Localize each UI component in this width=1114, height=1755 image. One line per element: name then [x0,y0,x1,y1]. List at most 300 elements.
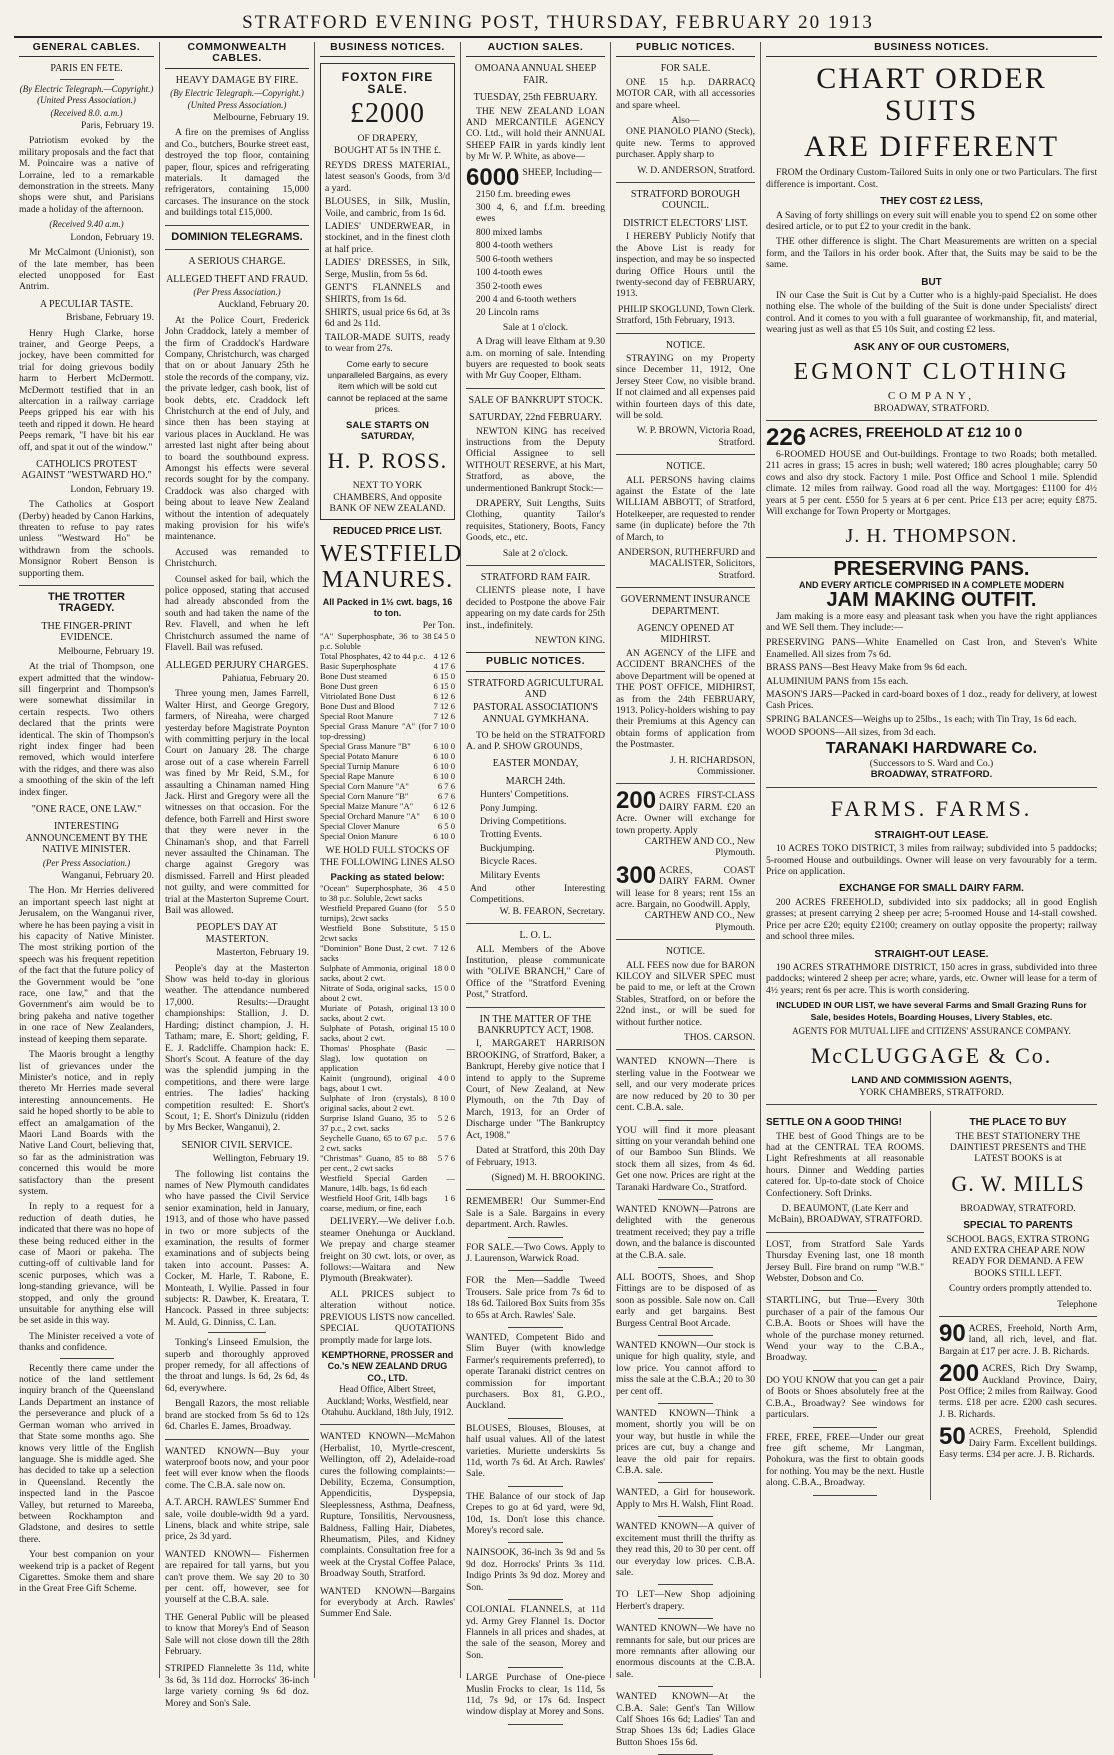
table-row [320,1193,455,1213]
subheadline: THE FINGER-PRINT EVIDENCE. [41,620,132,644]
divider [466,923,605,924]
dateline: Pahiatua, February 20. [222,672,309,684]
ad-line: Also— [671,115,700,127]
list-item: REYDS DRESS MATERIAL, latest season's Goods, from 3/d a yard. [325,160,450,194]
ad-text: THE General Public will be pleased to know that Morey's End of Season Sale will not close down till the 28th February. [165,1611,309,1657]
ad-text: TO be held on the STRATFORD A. and P. SHOW GROUNDS, [466,729,605,752]
table-row [320,1153,455,1173]
divider [19,585,154,586]
product-name: Thomas' Phosphate (Basic Slag), low quotation on application [320,1043,428,1074]
ad-address: BROADWAY, STRATFORD. [873,402,990,414]
table-row [320,1113,455,1133]
ad-firm: G. W. MILLS [951,1170,1085,1196]
divider [658,1267,714,1268]
product-name: Special Clover Manure [320,821,400,832]
source-line: (By Electric Telegraph.—Copyright.) (United Press Association.) [170,88,304,110]
divider [508,1327,564,1328]
ad-line: SALE STARTS ON SATURDAY, [346,419,429,442]
sheep-number: 6000 [466,163,520,191]
product-name: Special Turnip Manure [320,761,400,772]
product-name: Special Grass Manure "A" (for top-dressing) [320,721,432,742]
list-item: TAILOR-MADE SUITS, ready to wear from 27s. [325,331,450,355]
headline: "ONE RACE, ONE LAW." [31,803,142,815]
column-header: BUSINESS NOTICES. [320,42,455,57]
ad-text: TO LET—New Shop adjoining Herbert's drapery. [616,1589,755,1612]
product-price: 5 7 6 [437,1153,455,1164]
ad-address: Head Office, Albert Street, Auckland; Works, Westfield, near Otahuhu. Auckland, 18th July, 1912. [321,1384,454,1417]
ad-title: L. O. L. [519,930,552,942]
list-item: SPRING BALANCES—Weighs up to 25lbs., 1s each; with Tin Tray, 1s 6d each. [766,713,1077,725]
ad-line: Stratford, 15th February, 1913. [616,315,735,327]
ad-line: OF DRAPERY, [357,133,418,145]
ad-brand: WESTFIELD MANURES. [320,541,463,593]
table-row [320,631,455,651]
table-row [320,711,455,721]
source-line: (Per Press Association.) [42,857,131,868]
classified-ad [320,1431,455,1579]
subheadline: ALLEGED THEFT AND FRAUD. [166,273,308,285]
list-item: 500 6-tooth wethers [476,253,553,265]
table-row [320,721,455,741]
ad-text: Jam making is a more easy and pleasant task when you have the right appliances and WE Sell them. They include:— [766,610,1097,633]
table-row [320,701,455,711]
divider [616,1049,755,1050]
divider [165,1439,309,1440]
table-row [320,661,455,671]
column-header: GENERAL CABLES. [19,42,154,57]
product-price: 6 10 0 [433,751,455,762]
product-name: Seychelle Guano, 65 to 67 p.c. 2 cwt. sacks [320,1133,428,1154]
ad-signature: W. B. FEARON, Secretary. [499,905,605,917]
product-price: 6 5 0 [437,821,455,832]
column-header: BUSINESS NOTICES. [766,42,1097,57]
acre-number: 226 [766,423,807,451]
product-price: 7 10 0 [433,721,455,732]
section-header: PUBLIC NOTICES. [466,652,605,671]
ad-text: STRIPED Flannelette 3s 11d, white 3s 6d, 3s 11d doz. Horrocks' 36-inch large variety corning 9s 6d doz. Morey and Son's Sale. [165,1663,309,1709]
ad-text: ACRES, Freehold, Splendid Dairy Farm. Excellent buildings. Easy terms. £34 per acre. J. B. Richards. [939,1426,1097,1461]
article-body: Three young men, James Farrell, Walter Hirst, and George Gregory, farmers, of Nireaha, were charged yesterday before Magistrate Poynton with committing perjury in the local Court on January 28. The charge arose out of a case wherein Farrell was fined by Mr Reid, S.M., for assaulting a Chinaman named Hing Jack. Hirst and Gregory were all the witnesses on that occasion. For the defence, both Farrell and Hirst swore that they were never in the Chinaman's shop, and that Farrell never assaulted the Chinaman. The charge against Gregory was dismissed. Farrell and Hirst pleaded not guilty, and were committed for trial at the Masterton Supreme Court. Bail was allowed. [165,688,309,917]
product-name: "Christmas" Guano, 85 to 88 per cent., 2 cwt sacks [320,1153,428,1174]
divider [813,1370,876,1371]
ad-text: A Drag will leave Eltham at 9.30 a.m. on morning of sale. Intending buyers are requested to book seats with Mr Guy Cooper, Eltham. [466,336,605,382]
classified-ad [766,1295,924,1363]
product-name: Special Maize Manure "A" [320,801,414,812]
farm-ad [616,787,755,859]
classified-list [466,1196,605,1724]
divider [616,783,755,784]
divider [508,1724,564,1725]
ad-title: FOXTON FIRE SALE. [341,70,434,96]
dateline: Brisbane, February 19. [66,312,154,324]
ad-headline: FARMS. FARMS. [830,795,1033,821]
ad-subtitle: EXCHANGE FOR SMALL DAIRY FARM. [839,883,1024,895]
bottom-ads [766,1111,1097,1499]
headline: PARIS EN FETE. [50,63,123,75]
product-name: Sulphate of Ammonia, original sacks, about 2 cwt. [320,963,428,984]
divider [320,1424,455,1425]
ad-title: THE PLACE TO BUY [969,1117,1067,1129]
ad-title: NOTICE. [665,946,706,958]
product-name: Special Corn Manure "A" [320,781,409,792]
dateline: Melbourne, February 19. [58,645,154,657]
ad-line: ASK ANY OF OUR CUSTOMERS, [853,341,1010,353]
divider [616,182,755,183]
product-price: 5 5 0 [437,903,455,914]
list-item: Trotting Events. [480,829,543,841]
list-item: BLOUSES, in Silk, Muslin, Voile, and cambric, from 1s 6d. [325,196,450,219]
product-price: 5 2 6 [437,1113,455,1124]
acre-number: 50 [939,1423,966,1451]
product-price: 6 10 0 [433,741,455,752]
ad-text: THE Balance of our stock of Jap Crepes to go at 6d yard, were 9d, 10d, 1s. Don't lose this chance. Morey's record sale. [466,1490,605,1537]
ad-text: SCHOOL BAGS, EXTRA STRONG AND EXTRA CHEAP ARE NOW READY FOR DEMAND. A FEW BOOKS STILL LEFT. [946,1233,1090,1279]
headline: HEAVY DAMAGE BY FIRE. [175,74,299,86]
table-row [320,1173,455,1193]
product-list [766,637,1097,738]
column-header: PUBLIC NOTICES. [616,42,755,57]
product-price: 7 12 6 [433,943,455,954]
product-price: 6 10 0 [433,811,455,822]
ad-title: NOTICE. [665,461,706,473]
table-row [320,671,455,681]
product-name: Sulphate of Potash, original sacks, about 2 cwt. [320,1023,428,1044]
classified-ad [165,1663,309,1709]
divider [813,1495,876,1496]
ad-amount: £2000 [350,98,425,130]
table-row [320,1093,455,1113]
ad-line: LAND AND COMMISSION AGENTS, [851,1075,1012,1087]
ad-text: 200 ACRES FREEHOLD, subdivided into six paddocks; all in good English grasses; at present carrying 2 sheep per acre; 5-roomed House and 14-stall cowshed. Price per acre £20; equity £2100; creamery on outlay opposite the property; railway and school three miles. [766,896,1097,943]
divider [466,388,605,389]
bottom-left-ads [766,1111,931,1499]
list-item: Buckjumping. [480,842,535,854]
classified-ad [616,1408,755,1476]
product-name: Bone Dust and Blood [320,701,395,712]
article-body: Patriotism evoked by the military proposals and the fact that M. Poincaire was a native of Lorraine, led to a remarkable demonstration in the streets. Many shops were shut, and Parisians made a holiday of the afternoon. [19,135,154,215]
table-row [320,741,455,751]
divider [466,1007,605,1008]
table-row [320,691,455,701]
product-price: 6 10 0 [433,771,455,782]
ad-text: STARTLING, but True—Every 30th purchaser of a pair of the famous Our C.B.A. Boots or Shoes will have the whole of the purchase money returned. Wend your way to the C.B.A., Broadway. [766,1295,924,1364]
ad-headline: CHART ORDER SUITS [816,62,1047,128]
classified-list [766,1239,924,1496]
product-name: Nitrate of Soda, original sacks, about 2 cwt. [320,983,428,1004]
ad-title: IN THE MATTER OF THE BANKRUPTCY ACT, 1908. [477,1013,594,1037]
list-item: 2150 f.m. breeding ewes [476,188,571,200]
classified-ad [616,1272,755,1329]
table-row [320,923,455,943]
classified-ad [766,1432,924,1489]
ad-firm: H. P. ROSS. [327,448,448,474]
classified-ad [616,1691,755,1748]
ad-text: BLOUSES, Blouses, Blouses, at half usual values. All of the latest varieties. Muriette underskirts 5s 11d, worth 7s 6d. At Arch. Rawles' Sale. [466,1422,605,1480]
list-item: Bicycle Races. [480,856,538,868]
divider [658,1403,714,1404]
ad-signature: W. P. BROWN, Victoria Road, Stratford. [636,425,755,448]
sheep-list [466,189,605,319]
divider [658,1120,714,1121]
product-price: 5 7 6 [437,1133,455,1144]
ad-text: STRAYING on my Property since December 11, 1912, One Jersey Steer Cow, no visible brand. If not claimed and all expenses paid within fourteen days of this date, will be sold. [616,352,755,421]
article-body: The Catholics at Gosport (Derby) headed by Canon Harkins, threaten to refuse to pay rates unless "Westward Ho" be withdrawn from the schools. Monsignor Robert Benson is supporting them. [19,499,154,579]
ad-title: GOVERNMENT INSURANCE DEPARTMENT. [620,594,751,617]
list-item: 100 4-tooth ewes [476,267,543,279]
product-name: Vitriolated Bone Dust [320,691,396,702]
headline: PEOPLE'S DAY AT MASTERTON. [196,922,278,945]
masthead: STRATFORD EVENING POST, THURSDAY, FEBRUARY 20 1913 [14,10,1102,38]
divider [766,1104,1097,1105]
ad-text: 10 ACRES TOKO DISTRICT, 3 miles from railway; subdivided into 5 paddocks; 5-roomed House and outbuildings. Owner will lease on very favourably for a term. Price on application. [766,843,1097,878]
list-item: 350 2-tooth ewes [476,280,543,292]
ad-title: PASTORAL ASSOCIATION'S [472,701,599,713]
product-name: Surprise Island Guano, 35 to 37 p.c., 2 cwt. sacks [320,1113,428,1134]
dateline: Auckland, February 20. [217,299,309,311]
headline: SENIOR CIVIL SERVICE. [181,1139,293,1151]
ad-text: DELIVERY.—We deliver f.o.b. steamer Onehunga or Auckland. We prepay and charge steamer freight on 30 cwt. lots, or over, as follows:—Waitara and New Plymouth (Breakwater). [320,1216,455,1285]
divider [616,587,755,588]
ad-text: WANTED KNOWN—At the C.B.A. Sale: Gent's Tan Willow Calf Shoes 16s 6d; Ladies' Tan and Strap Shoes 13s 6d; Ladies Glace Button Shoes 15s 6d. [616,1691,755,1748]
article-body: People's day at the Masterton Show was held to-day in glorious weather. The attendance numbered 17,000. Results:—Draught championships: Stallion, J. D. Harding; distinct champion, J. H. Tatham; mare, E. Short; gelding, F. E. J. Radcliffe. Champion hack: E. Short's Scout. A feature of the day was the splendid jumping in the competitions, and there were large entries. The ladies' hacking competition resulted: E. Short's Scout, 1; E. Short's Dinizulu (ridden by Mrs Becker, Wanganui), 2. [165,962,309,1134]
ad-company: KEMPTHORNE, PROSSER and Co.'s NEW ZEALAND DRUG CO., LTD. [321,1349,454,1383]
table-row [320,651,455,661]
ad-text: LARGE Purchase of One-piece Muslin Frocks to clear, 1s 11d, 5s 11d, 7s 9d, or 17s 6d. Inspect window display at Morey and Sons. [466,1672,605,1718]
classified-ad [766,1375,924,1421]
article-body: Counsel asked for bail, which the police opposed, stating that accused had already absconded from the south and had taken the name of the Rev. Flavell, and when he left Christchurch assumed the name of Flavell. Bail was refused. [165,573,309,654]
ad-text: ACRES, Rich Dry Swamp, Auckland Province, Dairy, Post Office; 2 miles from Railway. Good terms. £18 per acre. £200 cash secures. J. B. Richards. [939,1363,1097,1420]
ad-headline: JAM MAKING OUTFIT. [826,589,1037,612]
ad-line: Per Ton. [422,619,455,631]
product-price: 15 10 0 [429,1023,455,1034]
product-name: Special Onion Manure [320,831,398,842]
classified-ad [466,1604,605,1661]
ad-line: AGENTS FOR MUTUAL LIFE and CITIZENS' ASSURANCE COMPANY. [792,1025,1071,1036]
dateline: Wellington, February 19. [212,1153,309,1165]
ad-text: WANTED KNOWN—Bargains for everybody at Arch. Rawles' Summer End Sale. [320,1585,455,1620]
source-line: (Per Press Association.) [193,286,281,297]
subheadline: INTERESTING ANNOUNCEMENT BY THE NATIVE MINISTER. [25,821,148,856]
classified-ad [466,1242,605,1265]
divider [508,1599,564,1600]
ad-line: EASTER MONDAY, [492,758,579,770]
product-name: Special Orchard Manure "A" [320,811,420,822]
columns [14,41,1102,1748]
ad-text: THE BEST STATIONERY THE DAINTIEST PRESENTS and THE LATEST BOOKS is at [949,1130,1087,1165]
table-row [320,761,455,771]
ad-line: WE HOLD FULL STOCKS OF THE FOLLOWING LINES ALSO [320,845,455,868]
farm-ad [616,861,755,933]
source-line: (By Electric Telegraph.—Copyright.) (United Press Association.) [19,83,154,106]
list-item: 800 mixed lambs [476,226,543,238]
ad-address: BROADWAY, STRATFORD. [870,769,993,781]
acre-number: 90 [939,1320,966,1348]
ad-signature: D. BEAUMONT, (Late Kerr and McBain), BROADWAY, STRATFORD. [767,1203,923,1226]
ad-signature: THOS. CARSON. [683,1032,755,1044]
table-row [320,903,455,923]
ad-text: ALL PERSONS having claims against the Estate of the late WILLIAM ABBOTT, of Stratford, Hotelkeeper, are requested to render same (in duplicate) before the 7th of March, to [616,474,755,543]
ad-text: CLIENTS please note, I have decided to Postpone the above Fair appearing on my date cards for 25th inst., indefinitely. [466,585,605,631]
ad-text: ACRES FIRST-CLASS DAIRY FARM. £20 an Acre. Owner will exchange for town property. Apply [616,790,755,836]
farm-ad [939,1360,1097,1420]
list-item: 20 Lincoln rams [476,307,539,319]
ad-text: 190 ACRES STRATHMORE DISTRICT, 150 acres in grass, subdivided into three paddocks; wintered 2 sheep per acre; whare, yards, etc. Owner will lease for a term of 4½ years; rent 6s per acre. This is worth considering. [766,961,1097,996]
headline: A SERIOUS CHARGE. [188,256,286,268]
classified-ad [616,1056,755,1113]
divider [208,1332,266,1333]
column-commonwealth-cables [160,41,315,1709]
article-body: Mr McCalmont (Unionist), son of the late member, has been elected unopposed for East Antrim. [19,247,154,293]
product-name: Special Grass Manure "B" [320,741,411,752]
ad-text: LOST, from Stratford Sale Yards Thursday Evening last, one 18 month Jersey Bull. Fire brand on rump "W.B." Webster, Dobson and Co. [766,1238,924,1285]
ad-title: STRATFORD RAM FAIR. [480,572,591,584]
article-body: At the trial of Thompson, one expert admitted that the window-sill fingerprint and Thompson's were somewhat dissimilar in certain respects. Two others declared that the prints were identical. The skin of Thompson's right index finger had been removed, which would interfere with the ridges, and there was also a smoothing of the skin of the left index finger. [19,661,154,798]
headline: THE TROTTER TRAGEDY. [48,591,125,615]
ad-signature: PHILIP SKOGLUND, Town Clerk. [617,303,755,315]
product-name: Total Phosphates, 42 to 44 p.c. [320,651,426,662]
product-name: Special Rape Manure [320,771,394,782]
product-price: 6 15 0 [433,671,455,682]
product-name: Special Root Manure [320,711,394,722]
acre-number: 300 [616,861,657,889]
ad-title: FOR SALE. [660,63,711,75]
product-price: 6 12 6 [433,691,455,702]
ad-line: BOUGHT AT 5s IN THE £. [333,144,442,156]
ad-line: COMPANY, [887,390,976,403]
product-price: 18 0 0 [433,963,455,974]
ad-text: DRAPERY, Suit Lengths, Suits Clothing, quantity Tailor's requisites, Stationery, Boots, Fancy Goods, etc., etc. [466,498,605,544]
classified-ad [165,1497,309,1543]
ad-text: REMEMBER! Our Summer-End Sale is a Sale. Bargains in every department. Arch. Rawles. [466,1196,605,1231]
product-name: Special Potato Manure [320,751,399,762]
list-item: Military Events [480,869,540,881]
column-header: AUCTION SALES. [466,42,605,57]
classified-ad [766,1239,924,1285]
article-body: The Hon. Mr Herries delivered an important speech last night at Jerusalem, on the Wanganui river, where he has been paying a visit in his capacity of Native Minister. The most striking portion of the speech was his frequent repetition of the fact that the future policy of the Government would be "one race, one law," and that the Government's aim would be to bring pakeha and native together in one race of New Zealanders, instead of keeping them separate. [19,885,154,1045]
product-price: 7 12 6 [433,711,455,722]
ad-title: SALE OF BANKRUPT STOCK. [468,394,603,406]
table-row [320,1133,455,1153]
product-price: 4 17 6 [433,661,455,672]
product-name: Muriate of Potash, original sacks, about 2 cwt. [320,1003,428,1024]
article-body: Bengall Razors, the most reliable brand are stocked from 5s 6d to 12s 6d. Charles E. James, Broadway. [165,1398,309,1433]
classified-ad [616,1204,755,1261]
acre-number: 200 [616,787,657,815]
divider [658,1482,714,1483]
ad-line: MARCH 24th. [505,775,566,787]
ad-text: ACRES, Freehold, North Arm, land, all rich, level, and flat. Bargain at £17 per acre. J. B. Richards. [939,1323,1097,1357]
ad-text: A Saving of forty shillings on every suit will enable you to spend £2 on some other desired article, or to put £2 to your credit in the bank. [766,209,1097,233]
product-price: — [446,1043,455,1054]
ad-text: I HEREBY Publicly Notify that the Above List is ready for inspection, and may be so inspected during Office Hours until the twenty-second day of FEBRUARY, 1913. [616,231,755,300]
product-price: 15 0 0 [433,983,455,994]
ad-text: AN AGENCY of the LIFE and ACCIDENT BRANCHES of the above Department will be opened at THE POST OFFICE, MIDHIRST, as from the 24th FEBRUARY, 1913. Policy-holders wishing to pay their Premiums at this Agency can obtain forms of application from the Postmaster. [616,647,755,751]
column-general-cables [14,42,160,1678]
farm-ad [939,1423,1097,1461]
ad-title: REDUCED PRICE LIST. [333,525,442,537]
table-row [320,943,455,963]
divider [466,1189,605,1190]
classified-ad [466,1423,605,1480]
article-body: A fire on the premises of Angliss and Co., butchers, Bourke street east, destroyed the top floor, containing paper, flour, spices and refrigerating materials. It damaged the refrigerators, containing 15,000 carcases. The insurance on the stock and buildings total £15,000. [165,127,309,219]
classified-ad [165,1549,309,1606]
divider [508,1270,564,1271]
divider [766,420,1097,421]
sheep-count [466,163,605,191]
table-row [320,771,455,781]
divider [165,249,309,250]
ad-text: DO YOU KNOW that you can get a pair of Boots or Shoes absolutely free at the C.B.A., Broadway? See windows for particulars. [766,1374,924,1421]
ad-line: (Successors to S. Ward and Co.) [869,758,994,770]
product-price: 4 12 6 [433,651,455,662]
ad-text: WANTED KNOWN—There is sterling value in the Footwear we sell, and our very moderate prices are now reduced by 20 to 30 per cent. C.B.A. sale. [616,1056,755,1114]
acre-number: 200 [939,1360,980,1388]
classified-ad [466,1196,605,1230]
ad-line: INCLUDED IN OUR LIST, we have several Farms and Small Grazing Runs for Sale, besides Hotels, Boarding Houses, Livery Stables, etc. [776,1000,1087,1022]
ad-headline: ARE DIFFERENT [803,130,1060,164]
dateline: Masterton, February 19. [216,947,309,959]
ad-text: ALL BOOTS, Shoes, and Shop Fittings are to be disposed of as soon as possible. Sale now on. Call early and get bargains. Best Burgess Central Boot Arcade. [616,1271,755,1329]
product-name: Basic Superphosphate [320,661,397,672]
ad-signature: J. H. RICHARDSON, Commissioner. [669,754,755,777]
ad-text: WANTED KNOWN—A quiver of excitement must thrill the thrifty as they read this, 20 to 30 per cent. off our everyday low prices. C.B.A. sale. [616,1521,755,1578]
ad-address: BROADWAY, STRATFORD. [960,1202,1076,1214]
ad-line: Sale at 2 o'clock. [502,547,569,559]
column-public-notices [611,41,761,1748]
price-table [320,631,455,841]
table-row [320,1043,455,1073]
ad-signature: CARTHEW AND CO., New Plymouth. [644,910,755,933]
article-body: Tonking's Linseed Emulsion, the superb and thoroughly approved proper remedy, for all affections of the throat and lungs. Is 6d, 2s 6d, 4s 6d, everywhere. [165,1337,309,1394]
divider [508,1542,564,1543]
bottom-right-ads [939,1111,1097,1499]
ad-date: TUESDAY, 25th FEBRUARY. [473,92,598,104]
ad-text: WANTED KNOWN— Fishermen are repaired for tall yarns, but you can't prove them. We say 20 to 30 per cent. off, however, see for yourself at the C.B.A. sale. [165,1548,309,1606]
divider [813,1427,876,1428]
ad-line: THEY COST £2 LESS, [880,196,983,208]
divider [813,1290,876,1291]
ad-line: Sale at 1 o'clock. [502,321,569,333]
product-name: Bone Dust green [320,681,378,692]
divider [466,565,605,566]
ad-text: ACRES, COAST DAIRY FARM. Owner will lease for 8 years; rent 15s an acre. Bargain, no Goodwill. Apply, [616,864,755,910]
ad-line: And other Interesting Competitions. [470,882,605,906]
table-row [320,681,455,691]
product-price: 6 10 0 [433,831,455,842]
table-row [320,781,455,791]
list-item: MASON'S JARS—Packed in card-board boxes of 1 doz., ready for delivery, at lowest Cash Prices. [766,689,1097,712]
column-auction-sales [461,41,611,1718]
divider [658,1516,714,1517]
product-name: "Ocean" Superphosphate, 36 to 38 p.c. Soluble, 2cwt sacks [320,883,428,904]
ad-text: WANTED, Competent Bido and Slim Buyer (with knowledge Farmer's requirements preferred), to operate Taranaki district centres on commission for important purchasers. Box 81, G.P.O., Auckland. [466,1331,605,1412]
column-business-notices [315,42,461,1678]
list-item: Pony Jumping. [480,802,538,814]
ad-text: ALL PRICES subject to alteration without notice. PREVIOUS LISTS now cancelled. SPECIAL QUOTATIONS promptly made for large lots. [320,1288,455,1346]
ad-text: I, MARGARET HARRISON BROOKING, of Stratford, Baker, a Bankrupt, Hereby give notice that I intend to apply to the Supreme Court, of New Zealand, at New Plymouth, on the 7th Day of March, 1913, for an Order of Discharge under "The Bankruptcy Act, 1908." [466,1038,605,1141]
list-item: 300 4, 6, and f.f.m. breeding ewes [476,202,605,225]
ad-agent: J. H. THOMPSON. [845,525,1018,548]
ad-text: WANTED, a Girl for housework. Apply to Mrs H. Walsh, Flint Road. [616,1487,755,1510]
received-line: (Received 8.0. a.m.) [50,107,123,118]
divider [766,787,1097,788]
table-row [320,801,455,811]
ad-signature: CARTHEW AND CO., New Plymouth. [644,835,755,859]
event-list [466,789,605,881]
table-row [320,1003,455,1023]
ad-text: ONE 15 h.p. DARRACQ MOTOR CAR, with all accessories and spare wheel. [616,76,755,111]
ad-line: AND EVERY ARTICLE COMPRISED IN A COMPLETE MODERN [798,579,1065,590]
